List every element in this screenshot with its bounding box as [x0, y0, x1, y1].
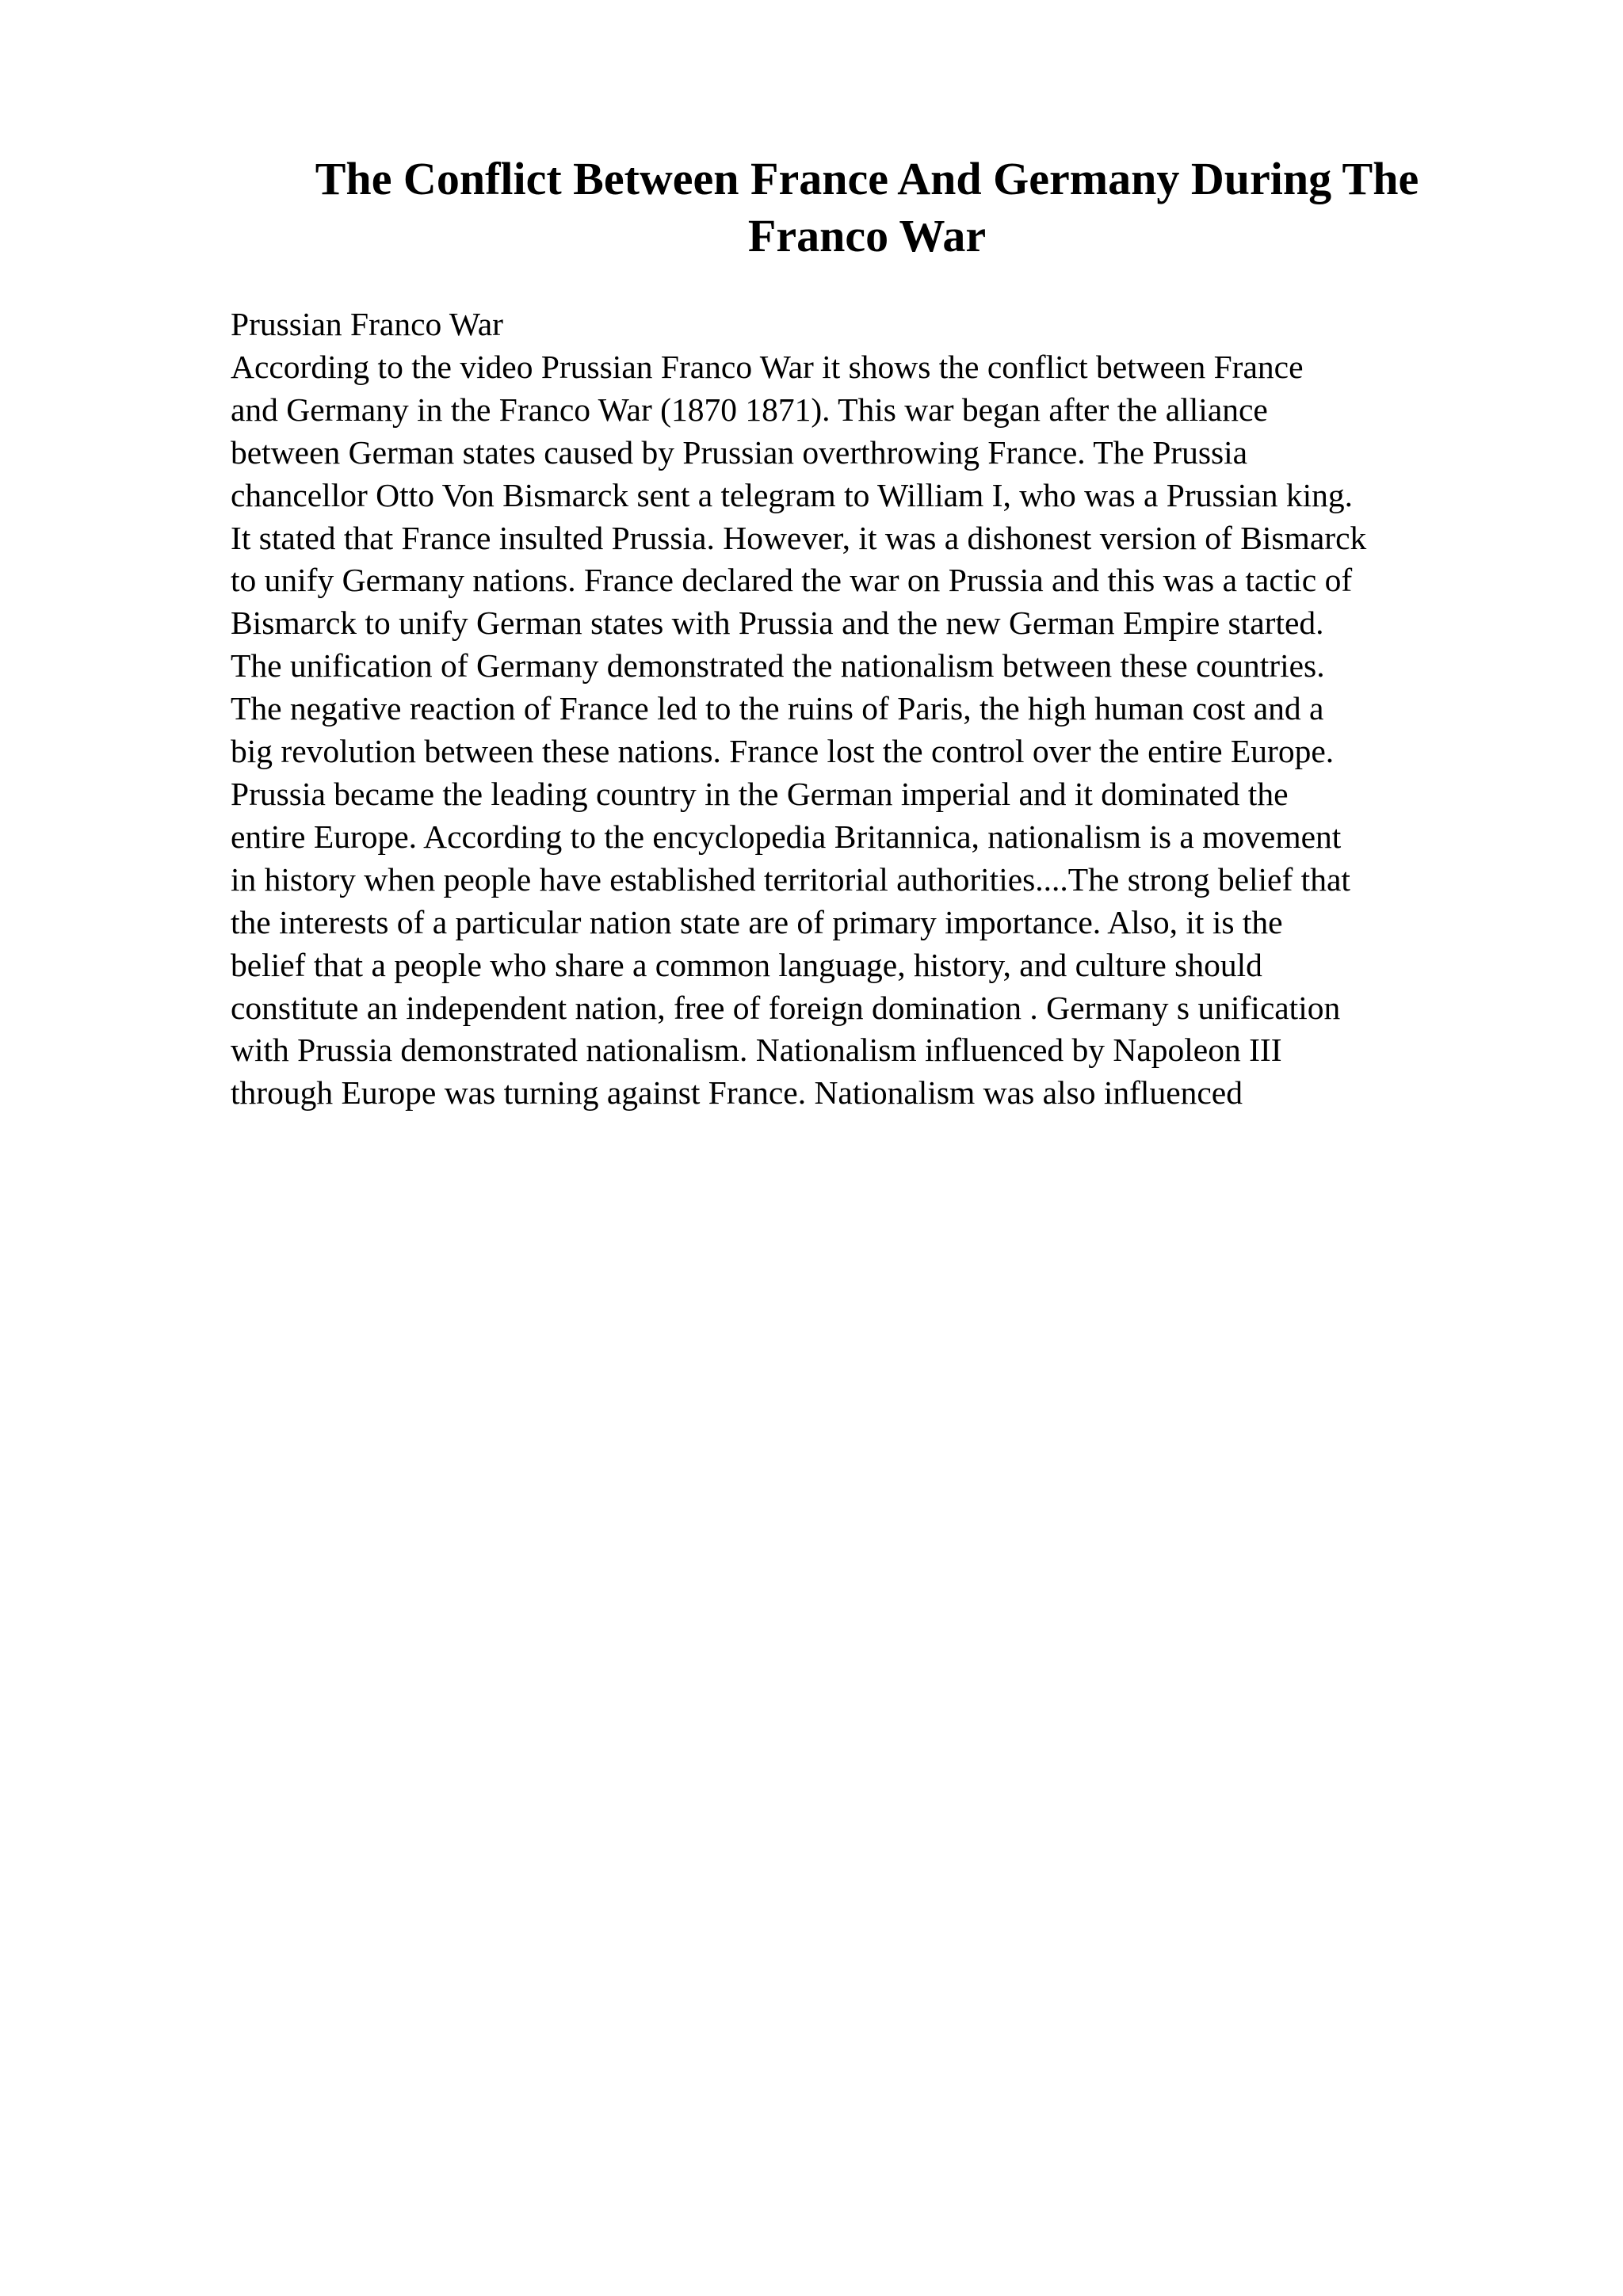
body-line: the interests of a particular nation state are of primary importance. Also, it is the — [231, 903, 1283, 940]
body-line: in history when people have established territorial authorities....The strong belief that — [231, 860, 1350, 898]
body-line: The negative reaction of France led to the ruins of Paris, the high human cost and a — [231, 690, 1324, 727]
document-title — [230, 151, 1504, 265]
body-line: Prussia became the leading country in the German imperial and it dominated the — [231, 775, 1289, 812]
body-line: chancellor Otto Von Bismarck sent a telegram to William I, who was a Prussian king. — [231, 476, 1353, 513]
body-line: to unify Germany nations. France declared the war on Prussia and this was a tactic of — [231, 562, 1353, 599]
body-line: entire Europe. According to the encyclopedia Britannica, nationalism is a movement — [231, 818, 1342, 855]
body-line: Bismarck to unify German states with Prussia and the new German Empire started. — [231, 605, 1324, 642]
body-line: The unification of Germany demonstrated the nationalism between these countries. — [231, 647, 1325, 685]
body-line: between German states caused by Prussian overthrowing France. The Prussia — [231, 433, 1248, 471]
body-line: with Prussia demonstrated nationalism. Nationalism influenced by Napoleon III — [231, 1032, 1282, 1069]
body-line: constitute an independent nation, free of foreign domination . Germany s unification — [231, 989, 1341, 1026]
title-line: The Conflict Between France And Germany During The — [315, 153, 1419, 204]
document-subtitle: Prussian Franco War — [231, 306, 503, 342]
body-line: According to the video Prussian Franco War it shows the conflict between France — [231, 348, 1304, 385]
body-line: through Europe was turning against France. Nationalism was also influenced — [231, 1074, 1243, 1112]
title-line: Franco War — [747, 210, 987, 261]
body-line: and Germany in the Franco War (1870 1871). This war began after the alliance — [231, 391, 1268, 428]
body-line: belief that a people who share a common language, history, and culture should — [231, 946, 1262, 983]
body-line: big revolution between these nations. France lost the control over the entire Europe. — [231, 733, 1335, 770]
document-body — [231, 303, 1530, 1115]
body-line: It stated that France insulted Prussia. However, it was a dishonest version of Bismarck — [231, 519, 1367, 556]
